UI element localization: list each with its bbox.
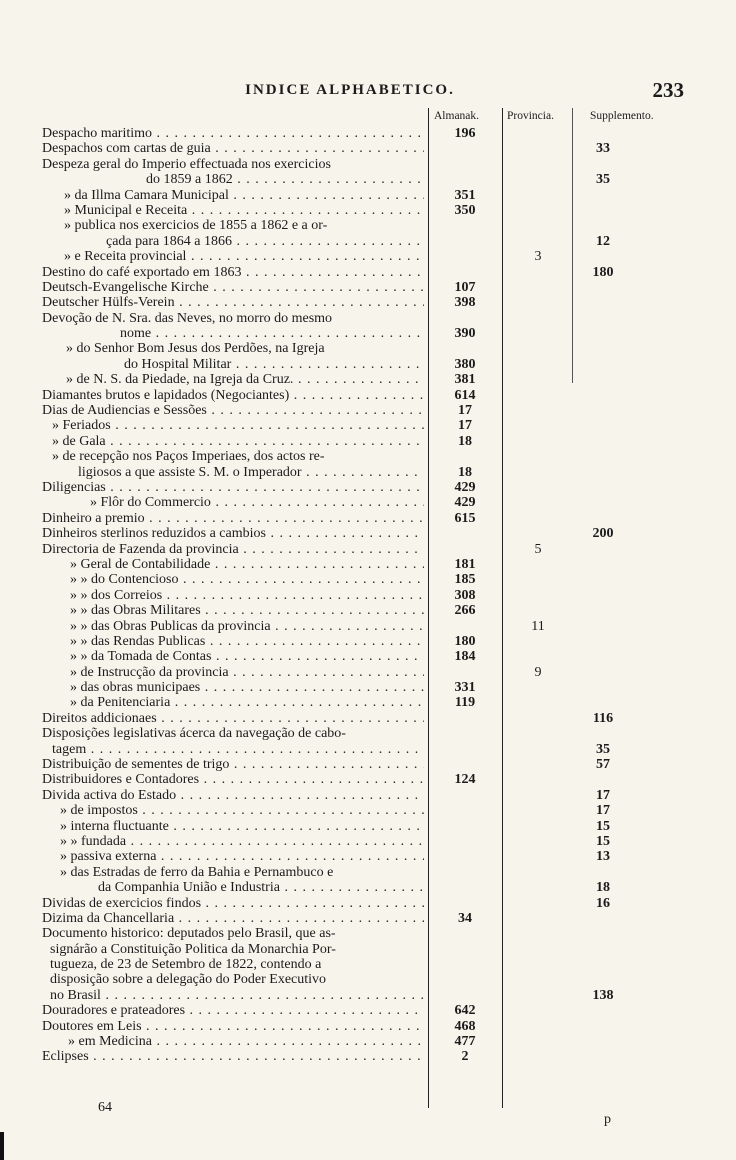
index-row bbox=[0, 326, 736, 341]
entry-label: » » das Obras Militares . . . bbox=[70, 603, 424, 618]
entry-label: Divida activa do Estado . . . bbox=[42, 788, 424, 803]
almanak-page: 398 bbox=[454, 295, 476, 311]
index-row bbox=[0, 803, 736, 818]
index-row bbox=[0, 341, 736, 356]
entry-label: do Hospital Militar . . . bbox=[124, 357, 424, 372]
entry-label: da Companhia União e Industria . . . bbox=[98, 880, 424, 895]
index-row bbox=[0, 495, 736, 510]
index-row bbox=[0, 1049, 736, 1064]
supplemento-page: 33 bbox=[596, 141, 610, 157]
almanak-page: 614 bbox=[454, 387, 476, 403]
entry-label: Despachos com cartas de guia . . . bbox=[42, 141, 424, 156]
supplemento-page: 116 bbox=[592, 710, 614, 726]
entry-label: Diamantes brutos e lapidados (Negociantes) . . . bbox=[42, 388, 424, 403]
supplemento-page: 57 bbox=[596, 757, 610, 773]
almanak-page: 429 bbox=[454, 495, 476, 511]
index-row bbox=[0, 188, 736, 203]
index-row bbox=[0, 619, 736, 634]
almanak-page: 17 bbox=[458, 418, 472, 434]
almanak-page: 350 bbox=[454, 202, 476, 218]
entry-label: Directoria de Fazenda da provincia . . . bbox=[42, 542, 424, 557]
almanak-page: 615 bbox=[454, 510, 476, 526]
index-row bbox=[0, 557, 736, 572]
index-row bbox=[0, 434, 736, 449]
index-row bbox=[0, 465, 736, 480]
entry-label: çada para 1864 a 1866 . . . bbox=[106, 234, 424, 249]
entry-label: Distribuição de sementes de trigo . . . bbox=[42, 757, 424, 772]
index-row bbox=[0, 911, 736, 926]
index-row bbox=[0, 311, 736, 326]
entry-label: » Flôr do Commercio . . . bbox=[90, 495, 424, 510]
entry-label: » em Medicina . . . bbox=[68, 1034, 424, 1049]
entry-label: » de impostos . . . bbox=[60, 803, 424, 818]
entry-label: tugueza, de 23 de Setembro de 1822, contendo a bbox=[50, 957, 322, 973]
index-row bbox=[0, 249, 736, 264]
index-row bbox=[0, 834, 736, 849]
entry-label: Deutscher Hülfs-Verein . . . bbox=[42, 295, 424, 310]
entry-label: » Geral de Contabilidade . . . bbox=[70, 557, 424, 572]
index-row bbox=[0, 295, 736, 310]
entry-label: » » dos Correios . . . bbox=[70, 588, 424, 603]
index-row bbox=[0, 711, 736, 726]
entry-label: » Municipal e Receita . . . bbox=[64, 203, 424, 218]
index-row bbox=[0, 449, 736, 464]
almanak-page: 184 bbox=[454, 649, 476, 665]
page-header bbox=[0, 78, 736, 102]
entry-label: » de Gala . . . bbox=[52, 434, 424, 449]
column-header-supplemento: Supplemento. bbox=[590, 110, 654, 122]
entry-label: » da Illma Camara Municipal . . . bbox=[64, 188, 424, 203]
entry-label: Dividas de exercicios findos . . . bbox=[42, 896, 424, 911]
entry-label: Doutores em Leis . . . bbox=[42, 1019, 424, 1034]
almanak-page: 185 bbox=[454, 572, 476, 588]
almanak-page: 196 bbox=[454, 126, 476, 141]
index-row bbox=[0, 280, 736, 295]
index-row bbox=[0, 880, 736, 895]
index-row bbox=[0, 203, 736, 218]
entry-label: » de recepção nos Paços Imperiaes, dos actos re- bbox=[52, 449, 325, 465]
index-row bbox=[0, 418, 736, 433]
index-row bbox=[0, 526, 736, 541]
almanak-page: 331 bbox=[454, 680, 476, 696]
supplemento-page: 35 bbox=[596, 741, 610, 757]
index-row bbox=[0, 542, 736, 557]
entry-label: » do Senhor Bom Jesus dos Perdões, na Igreja bbox=[66, 341, 325, 357]
signature-mark: 64 bbox=[98, 1100, 112, 1115]
almanak-page: 308 bbox=[454, 587, 476, 603]
index-row bbox=[0, 926, 736, 941]
supplemento-page: 15 bbox=[596, 833, 610, 849]
gathering-letter: p bbox=[604, 1112, 611, 1127]
index-row bbox=[0, 157, 736, 172]
almanak-page: 642 bbox=[454, 1003, 476, 1019]
index-row bbox=[0, 942, 736, 957]
provincia-page: 3 bbox=[534, 249, 542, 265]
index-entries bbox=[0, 126, 736, 1065]
entry-label: Dinheiros sterlinos reduzidos a cambios . . . bbox=[42, 526, 424, 541]
index-row bbox=[0, 1003, 736, 1018]
index-row bbox=[0, 819, 736, 834]
index-row bbox=[0, 480, 736, 495]
entry-label: » de Instrucção da provincia . . . bbox=[70, 665, 424, 680]
index-row bbox=[0, 865, 736, 880]
entry-label: Eclipses . . . bbox=[42, 1049, 424, 1064]
almanak-page: 180 bbox=[454, 633, 476, 649]
page-number: 233 bbox=[652, 78, 684, 102]
entry-label: » de N. S. da Piedade, na Igreja da Cruz. . . . bbox=[66, 372, 424, 387]
entry-label: » Feriados . . . bbox=[52, 418, 424, 433]
entry-label: » da Penitenciaria . . . bbox=[70, 695, 424, 710]
page-edge-mark bbox=[0, 1132, 4, 1160]
column-header-almanak: Almanak. bbox=[434, 110, 480, 122]
almanak-page: 381 bbox=[454, 372, 476, 388]
almanak-page: 34 bbox=[458, 910, 472, 926]
almanak-page: 351 bbox=[454, 187, 476, 203]
column-header-provincia: Provincia. bbox=[507, 110, 554, 122]
almanak-page: 468 bbox=[454, 1018, 476, 1034]
entry-label: Destino do café exportado em 1863 . . . bbox=[42, 265, 424, 280]
almanak-page: 181 bbox=[454, 556, 476, 572]
supplemento-page: 18 bbox=[596, 880, 610, 896]
almanak-page: 18 bbox=[458, 464, 472, 480]
entry-label: Distribuidores e Contadores . . . bbox=[42, 772, 424, 787]
provincia-page: 9 bbox=[534, 664, 542, 680]
almanak-page: 17 bbox=[458, 403, 472, 419]
index-row bbox=[0, 649, 736, 664]
index-row bbox=[0, 757, 736, 772]
index-row bbox=[0, 403, 736, 418]
index-row bbox=[0, 726, 736, 741]
index-row bbox=[0, 372, 736, 387]
entry-label: » » das Rendas Publicas . . . bbox=[70, 634, 424, 649]
entry-label: Diligencias . . . bbox=[42, 480, 424, 495]
index-row bbox=[0, 1019, 736, 1034]
entry-label: Dizima da Chancellaria . . . bbox=[42, 911, 424, 926]
page-title: INDICE ALPHABETICO. bbox=[245, 82, 455, 98]
index-row bbox=[0, 742, 736, 757]
index-row bbox=[0, 695, 736, 710]
index-row bbox=[0, 1034, 736, 1049]
supplemento-page: 138 bbox=[592, 987, 614, 1003]
entry-label: » passiva externa . . . bbox=[60, 849, 424, 864]
entry-label: Devoção de N. Sra. das Neves, no morro do mesmo bbox=[42, 310, 333, 326]
index-row bbox=[0, 265, 736, 280]
almanak-page: 477 bbox=[454, 1034, 476, 1050]
index-row bbox=[0, 588, 736, 603]
provincia-page: 5 bbox=[534, 541, 542, 557]
almanak-page: 107 bbox=[454, 279, 476, 295]
almanak-page: 2 bbox=[461, 1049, 469, 1065]
entry-label: » das Estradas de ferro da Bahia e Pernambuco e bbox=[60, 864, 334, 880]
index-row bbox=[0, 896, 736, 911]
index-row bbox=[0, 972, 736, 987]
entry-label: Direitos addicionaes . . . bbox=[42, 711, 424, 726]
entry-label: » » da Tomada de Contas . . . bbox=[70, 649, 424, 664]
index-row bbox=[0, 988, 736, 1003]
entry-label: Deutsch-Evangelische Kirche . . . bbox=[42, 280, 424, 295]
entry-label: » publica nos exercicios de 1855 a 1862 e a or- bbox=[64, 218, 328, 234]
supplemento-page: 17 bbox=[596, 787, 610, 803]
entry-label: » e Receita provincial . . . bbox=[64, 249, 424, 264]
entry-label: Dinheiro a premio . . . bbox=[42, 511, 424, 526]
entry-label: ligiosos a que assiste S. M. o Imperador . . . bbox=[78, 465, 424, 480]
almanak-page: 266 bbox=[454, 603, 476, 619]
almanak-page: 18 bbox=[458, 433, 472, 449]
supplemento-page: 180 bbox=[592, 264, 614, 280]
index-row bbox=[0, 603, 736, 618]
index-row bbox=[0, 511, 736, 526]
index-row bbox=[0, 680, 736, 695]
provincia-page: 11 bbox=[531, 618, 545, 634]
index-row bbox=[0, 788, 736, 803]
entry-label: Douradores e prateadores . . . bbox=[42, 1003, 424, 1018]
almanak-page: 119 bbox=[454, 695, 476, 711]
index-row bbox=[0, 665, 736, 680]
entry-label: Despeza geral do Imperio effectuada nos exercicios bbox=[42, 156, 331, 172]
almanak-page: 380 bbox=[454, 356, 476, 372]
index-row bbox=[0, 572, 736, 587]
entry-label: Disposições legislativas ácerca da navegação de cabo- bbox=[42, 726, 346, 742]
entry-label: do 1859 a 1862 . . . bbox=[146, 172, 424, 187]
entry-label: Dias de Audiencias e Sessões . . . bbox=[42, 403, 424, 418]
supplemento-page: 17 bbox=[596, 803, 610, 819]
index-row bbox=[0, 634, 736, 649]
supplemento-page: 35 bbox=[596, 172, 610, 188]
entry-label: signárão a Constituição Politica da Monarchia Por- bbox=[50, 941, 336, 957]
entry-label: » » do Contencioso . . . bbox=[70, 572, 424, 587]
almanak-page: 390 bbox=[454, 326, 476, 342]
index-row bbox=[0, 234, 736, 249]
entry-label: Despacho maritimo . . . bbox=[42, 126, 424, 141]
almanak-page: 124 bbox=[454, 772, 476, 788]
index-row bbox=[0, 141, 736, 156]
supplemento-page: 16 bbox=[596, 895, 610, 911]
entry-label: » das obras municipaes . . . bbox=[70, 680, 424, 695]
entry-label: nome . . . bbox=[120, 326, 424, 341]
entry-label: Documento historico: deputados pelo Brasil, que as- bbox=[42, 926, 336, 942]
index-row bbox=[0, 357, 736, 372]
index-row bbox=[0, 126, 736, 141]
index-row bbox=[0, 849, 736, 864]
index-row bbox=[0, 772, 736, 787]
index-row bbox=[0, 388, 736, 403]
entry-label: » interna fluctuante . . . bbox=[60, 819, 424, 834]
entry-label: no Brasil . . . bbox=[50, 988, 424, 1003]
supplemento-page: 13 bbox=[596, 849, 610, 865]
index-row bbox=[0, 218, 736, 233]
entry-label: tagem . . . bbox=[52, 742, 424, 757]
supplemento-page: 15 bbox=[596, 818, 610, 834]
index-row bbox=[0, 172, 736, 187]
entry-label: » » das Obras Publicas da provincia . . . bbox=[70, 619, 424, 634]
entry-label: » » fundada . . . bbox=[60, 834, 424, 849]
almanak-page: 429 bbox=[454, 479, 476, 495]
index-row bbox=[0, 957, 736, 972]
entry-label: disposição sobre a delegação do Poder Executivo bbox=[50, 972, 327, 988]
supplemento-page: 200 bbox=[592, 526, 614, 542]
supplemento-page: 12 bbox=[596, 233, 610, 249]
